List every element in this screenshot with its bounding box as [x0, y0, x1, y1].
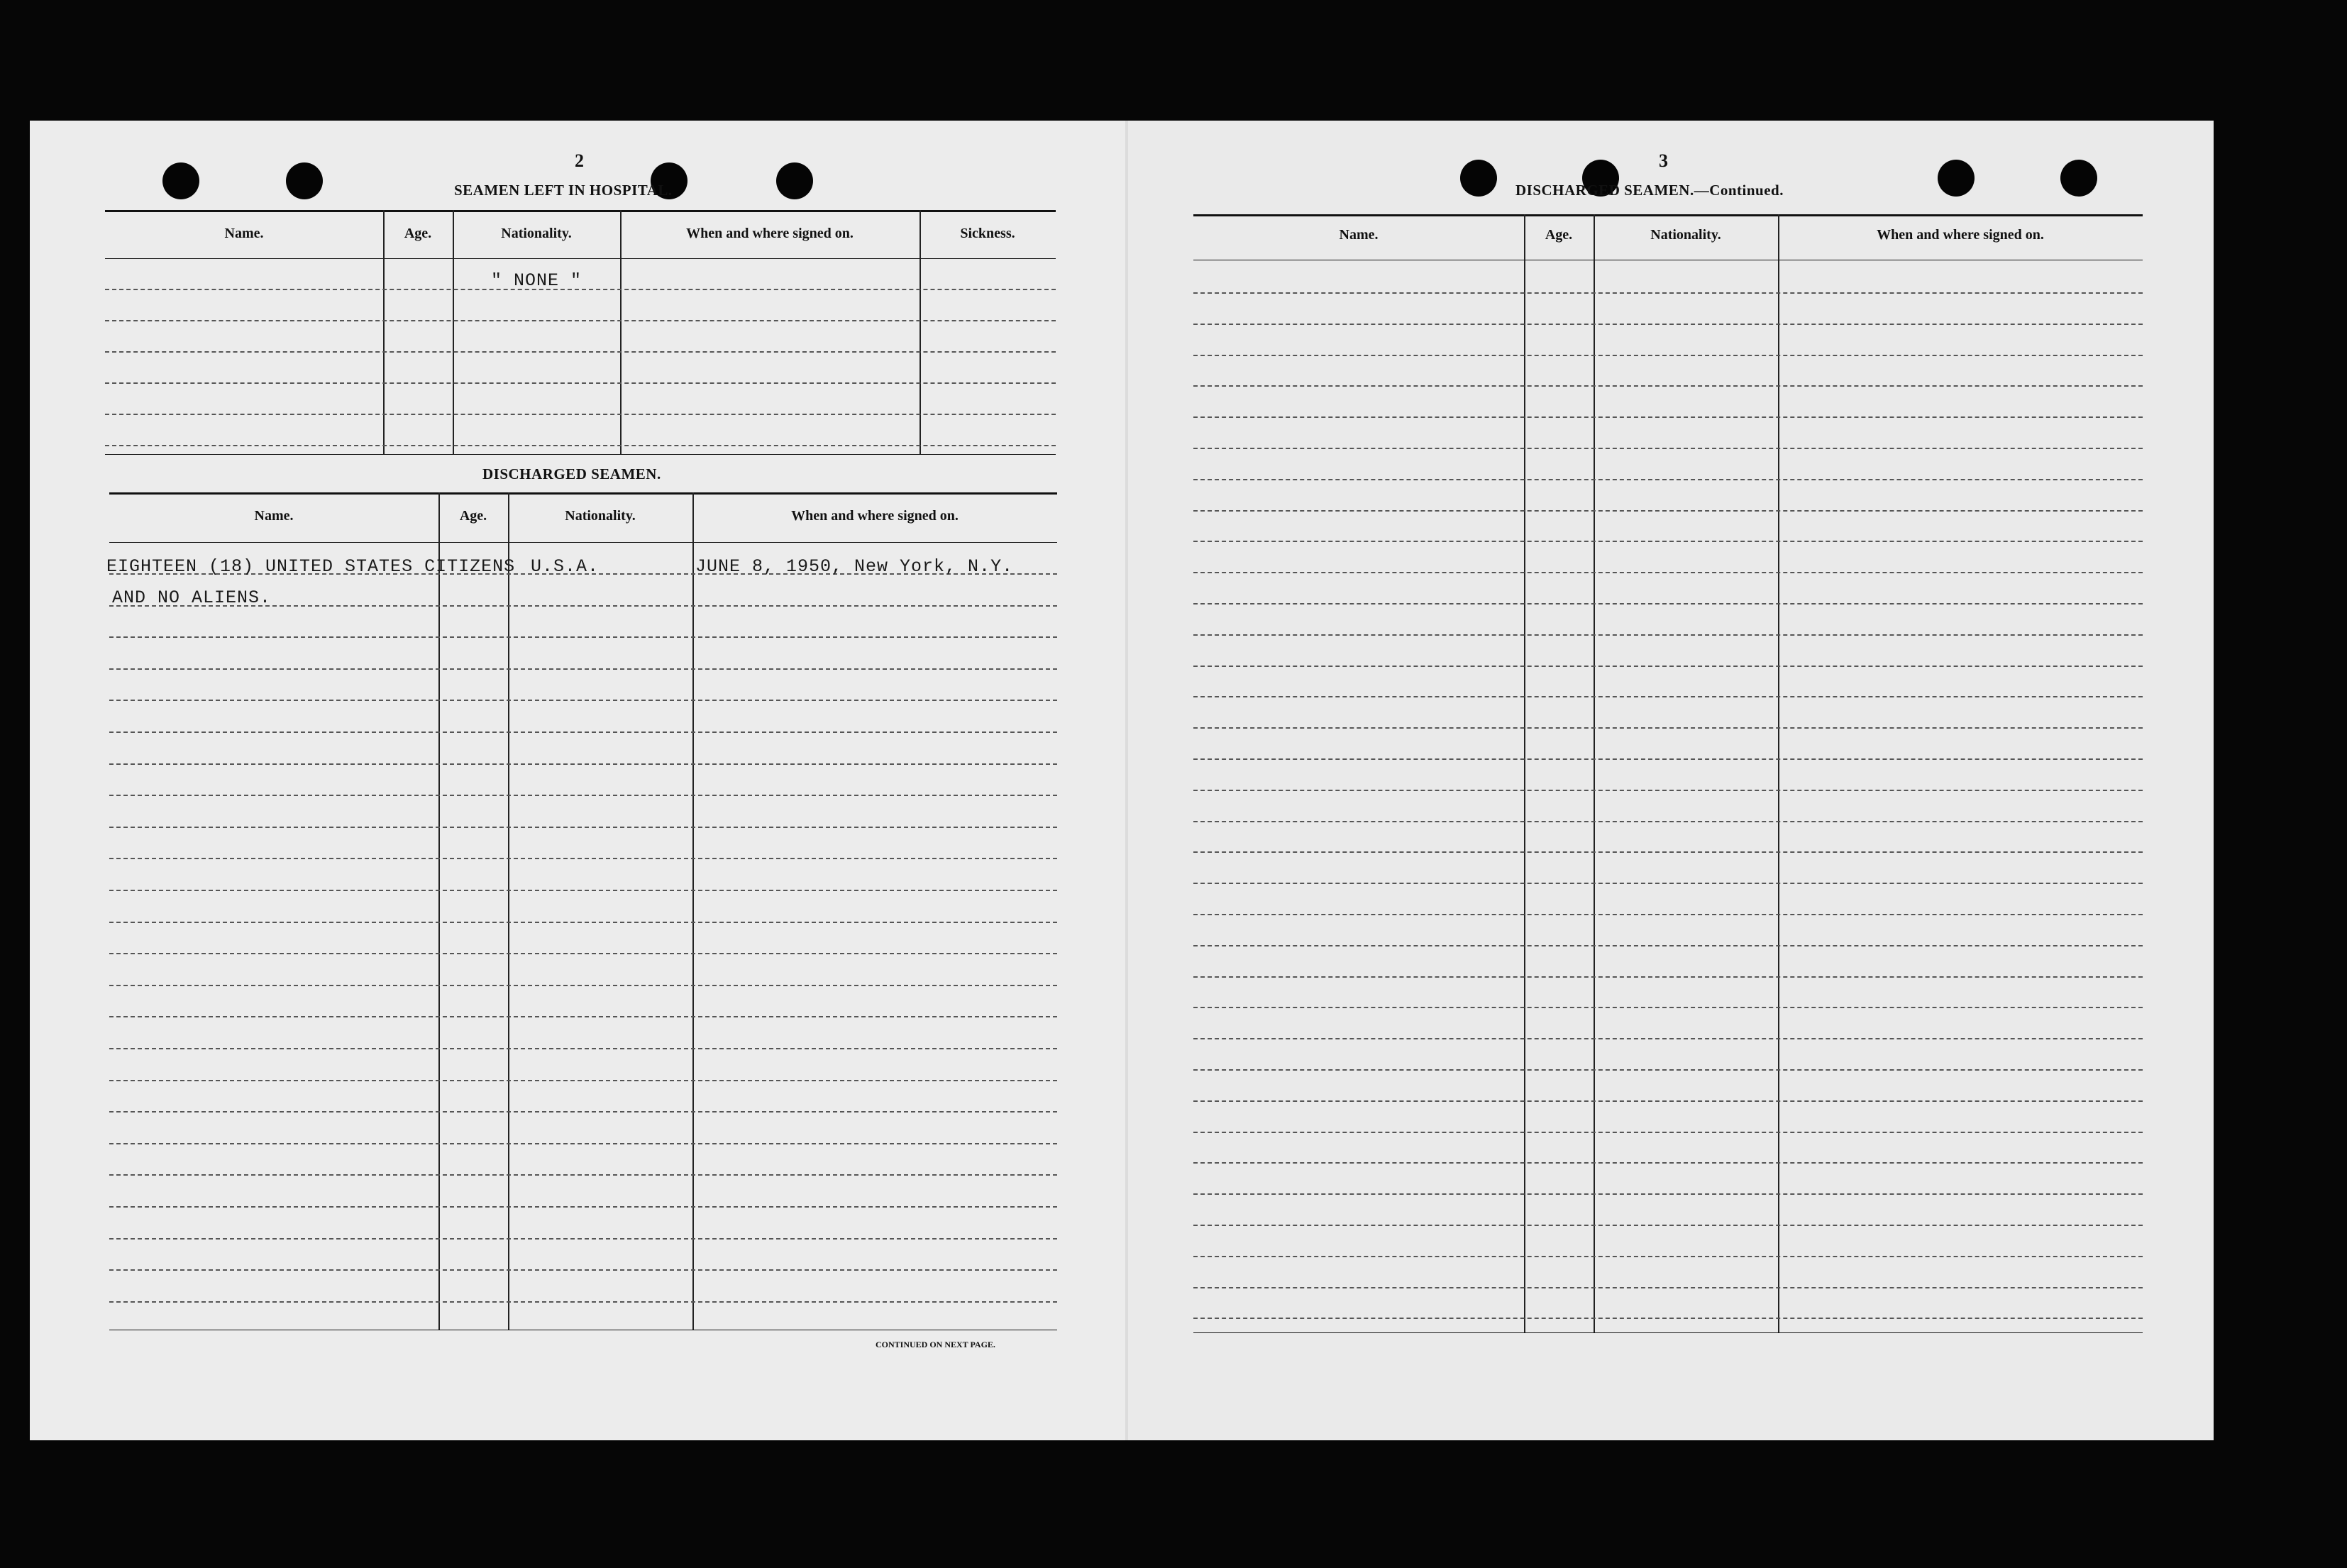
ruled-line	[1193, 572, 2143, 573]
ruled-line	[1193, 416, 2143, 418]
ruled-line	[1193, 666, 2143, 667]
ruled-line	[1193, 510, 2143, 512]
discharged-continued-table	[1193, 214, 2143, 1332]
ruled-line	[1193, 758, 2143, 760]
ruled-line	[109, 731, 1057, 733]
ruled-line	[1193, 541, 2143, 542]
discharged-nationality: U.S.A.	[531, 556, 600, 577]
ruled-line	[109, 1174, 1057, 1176]
punch-hole	[1938, 160, 1975, 197]
column-header: Name.	[254, 508, 294, 524]
punch-hole	[776, 162, 813, 199]
ruled-line	[109, 700, 1057, 701]
ruled-line	[1193, 821, 2143, 822]
column-header: Nationality.	[565, 508, 636, 524]
ruled-line	[1193, 479, 2143, 480]
ruled-line	[1193, 1132, 2143, 1133]
discharged-signed-on: JUNE 8, 1950, New York, N.Y.	[695, 556, 1014, 577]
ruled-line	[1193, 448, 2143, 449]
ruled-line	[109, 858, 1057, 859]
ruled-line	[1193, 1256, 2143, 1257]
ruled-line	[1193, 976, 2143, 978]
ruled-line	[109, 1111, 1057, 1112]
punch-hole	[1460, 160, 1497, 197]
column-header: When and where signed on.	[791, 508, 959, 524]
page-number: 3	[1659, 150, 1668, 171]
ruled-line	[1193, 1069, 2143, 1071]
ruled-line	[109, 953, 1057, 954]
discharged-name: AND NO ALIENS.	[112, 587, 272, 608]
ruled-line	[109, 763, 1057, 765]
ruled-line	[1193, 883, 2143, 884]
ruled-line	[1193, 1162, 2143, 1164]
column-header: Name.	[224, 226, 264, 241]
section-title-hospital: SEAMEN LEFT IN HOSPITAL.	[454, 182, 673, 199]
ruled-line	[109, 1301, 1057, 1303]
discharged-table	[109, 492, 1057, 1330]
ruled-line	[109, 1016, 1057, 1017]
ruled-line	[1193, 727, 2143, 729]
ruled-line	[1193, 292, 2143, 294]
punch-hole	[162, 162, 199, 199]
ruled-line	[109, 985, 1057, 986]
ruled-line	[109, 922, 1057, 923]
ruled-line	[1193, 355, 2143, 356]
column-header: Age.	[1545, 227, 1573, 243]
ruled-line	[109, 1206, 1057, 1208]
ruled-line	[109, 636, 1057, 638]
ruled-line	[1193, 1007, 2143, 1008]
ruled-line	[1193, 1287, 2143, 1288]
page-fold	[1125, 121, 1128, 1440]
hospital-table	[105, 210, 1056, 455]
ruled-line	[109, 890, 1057, 891]
ruled-line	[109, 1269, 1057, 1271]
column-header: When and where signed on.	[1877, 227, 2044, 243]
punch-hole	[2060, 160, 2097, 197]
ruled-line	[1193, 324, 2143, 325]
ruled-line	[109, 1080, 1057, 1081]
ruled-line	[1193, 945, 2143, 946]
column-header: Age.	[459, 508, 487, 524]
ruled-line	[109, 668, 1057, 670]
section-title-discharged-continued: DISCHARGED SEAMEN.—Continued.	[1515, 182, 1784, 199]
ruled-line	[1193, 1038, 2143, 1039]
ruled-line	[1193, 696, 2143, 697]
column-header: Nationality.	[501, 226, 572, 241]
column-header: Name.	[1339, 227, 1379, 243]
section-title-discharged: DISCHARGED SEAMEN.	[482, 465, 661, 482]
ruled-line	[1193, 634, 2143, 636]
ruled-line	[109, 827, 1057, 828]
ruled-line	[109, 1048, 1057, 1049]
ruled-line	[109, 795, 1057, 796]
ruled-line	[109, 1238, 1057, 1240]
column-header: Sickness.	[960, 226, 1015, 241]
ruled-line	[1193, 385, 2143, 387]
hospital-entry: " NONE "	[491, 270, 582, 291]
ruled-line	[1193, 790, 2143, 791]
discharged-name: EIGHTEEN (18) UNITED STATES CITIZENS	[106, 556, 516, 577]
ruled-line	[1193, 851, 2143, 853]
page-number: 2	[575, 150, 584, 171]
column-header: Age.	[404, 226, 432, 241]
punch-hole	[286, 162, 323, 199]
column-header: When and where signed on.	[686, 226, 854, 241]
ruled-line	[1193, 1100, 2143, 1102]
ruled-line	[1193, 1193, 2143, 1195]
ruled-line	[1193, 914, 2143, 915]
ruled-line	[109, 1143, 1057, 1144]
ruled-line	[1193, 1225, 2143, 1226]
column-header: Nationality.	[1650, 227, 1721, 243]
ruled-line	[1193, 1318, 2143, 1319]
continued-note: CONTINUED ON NEXT PAGE.	[876, 1340, 995, 1349]
ruled-line	[1193, 603, 2143, 604]
